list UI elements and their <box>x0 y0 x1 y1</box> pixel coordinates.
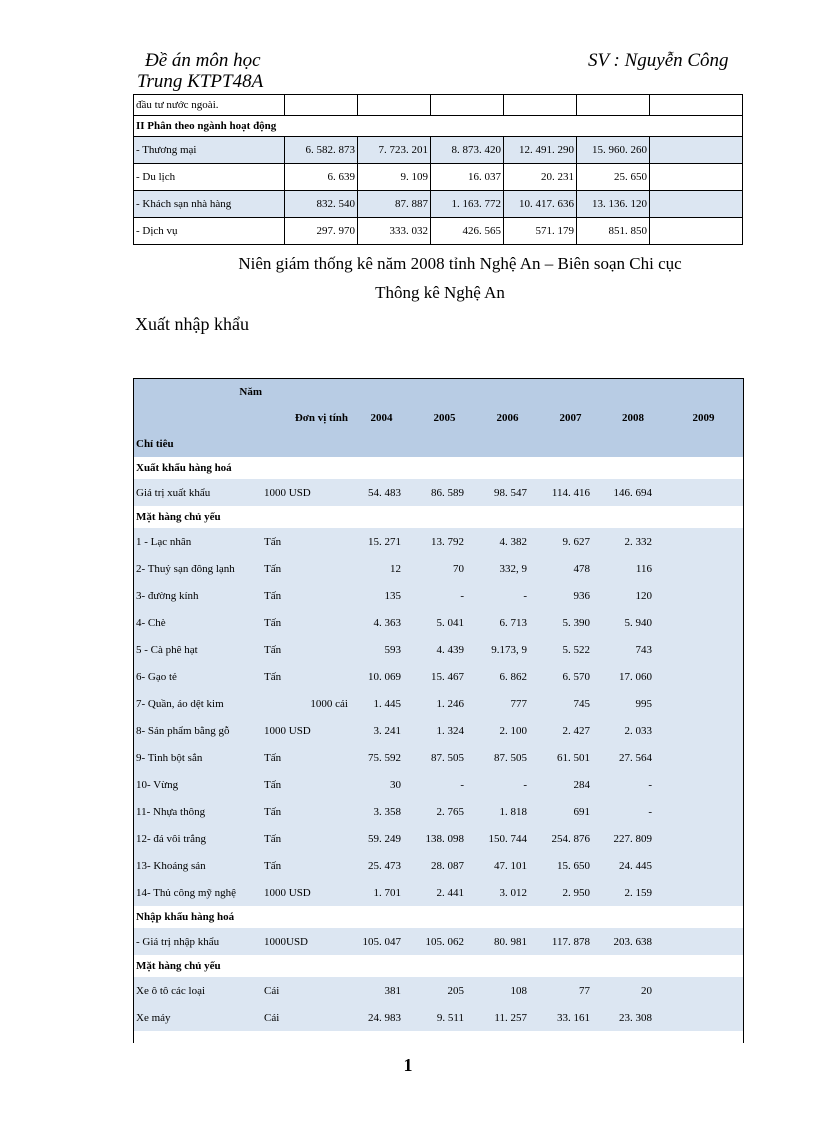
row-unit: Tấn <box>262 798 350 825</box>
row-label: 2- Thuỷ sạn đông lạnh <box>134 555 262 582</box>
table-row <box>134 95 743 116</box>
cell-value: 1. 246 <box>413 690 476 717</box>
section-row <box>134 955 743 977</box>
cell-value: 333. 032 <box>358 218 431 245</box>
row-unit: Tấn <box>262 582 350 609</box>
cell-value: 9. 109 <box>358 164 431 191</box>
table-row <box>134 825 743 852</box>
cell-value: 114. 416 <box>539 479 602 506</box>
cell-value: 108 <box>476 977 539 1004</box>
section-label: Nhập khẩu hàng hoá <box>134 906 743 928</box>
table-header-row-1 <box>134 379 743 405</box>
cell-value <box>664 690 743 717</box>
cell-value: 6. 582. 873 <box>285 137 358 164</box>
row-unit: 1000 USD <box>262 479 350 506</box>
section-label: Mặt hàng chủ yếu <box>134 955 743 977</box>
cell-value <box>664 798 743 825</box>
section-label: Xuất khẩu hàng hoá <box>134 457 743 479</box>
cell-value: 6. 713 <box>476 609 539 636</box>
cell-value: 995 <box>602 690 664 717</box>
cell-value: 11. 257 <box>476 1004 539 1031</box>
cell-value: 77 <box>539 977 602 1004</box>
cell-value: 227. 809 <box>602 825 664 852</box>
cell-value: 9.173, 9 <box>476 636 539 663</box>
cell-value: 105. 047 <box>350 928 413 955</box>
cell-value: 851. 850 <box>577 218 650 245</box>
table-row <box>134 191 743 218</box>
header-year: 2004 <box>350 405 413 431</box>
cell-value <box>664 555 743 582</box>
cell-value: 17. 060 <box>602 663 664 690</box>
cell-value: 1. 701 <box>350 879 413 906</box>
cell-value <box>664 879 743 906</box>
cell-value: 75. 592 <box>350 744 413 771</box>
cell-value: 15. 467 <box>413 663 476 690</box>
cell-value: 1. 163. 772 <box>431 191 504 218</box>
cell-value: 3. 241 <box>350 717 413 744</box>
cell-value <box>664 928 743 955</box>
cell-empty <box>650 137 743 164</box>
header-year: 2005 <box>413 405 476 431</box>
cell-value: 27. 564 <box>602 744 664 771</box>
table-header-row-2 <box>134 405 743 431</box>
row-unit: 1000 USD <box>262 717 350 744</box>
header-right: SV : Nguyễn Công <box>588 50 729 71</box>
cell-value: 138. 098 <box>413 825 476 852</box>
row-label: đầu tư nước ngoài. <box>134 95 285 116</box>
cell-value <box>664 582 743 609</box>
cell-value: 10. 417. 636 <box>504 191 577 218</box>
section-row <box>134 506 743 528</box>
main-table-frame <box>133 378 744 1043</box>
cell-value <box>664 609 743 636</box>
cell-value: 15. 960. 260 <box>577 137 650 164</box>
cell-value: 16. 037 <box>431 164 504 191</box>
cell-value: 15. 650 <box>539 852 602 879</box>
table-row <box>134 582 743 609</box>
cell-value: 61. 501 <box>539 744 602 771</box>
cell-value: 135 <box>350 582 413 609</box>
cell-value: 2. 332 <box>602 528 664 555</box>
row-label: - Khách sạn nhà hàng <box>134 191 285 218</box>
cell-value <box>664 717 743 744</box>
table-row <box>134 528 743 555</box>
cell-value: 332, 9 <box>476 555 539 582</box>
row-unit: Tấn <box>262 852 350 879</box>
cell-value: - <box>413 582 476 609</box>
top-table-body <box>134 95 743 245</box>
cell-value: 33. 161 <box>539 1004 602 1031</box>
cell-value: 80. 981 <box>476 928 539 955</box>
cell-value: 12 <box>350 555 413 582</box>
cell-value: 25. 473 <box>350 852 413 879</box>
section-row <box>134 906 743 928</box>
cell-empty <box>650 95 743 116</box>
row-unit: 1000USD <box>262 928 350 955</box>
table-row <box>134 555 743 582</box>
cell-value: - <box>476 582 539 609</box>
row-label: 4- Chè <box>134 609 262 636</box>
table-row <box>134 1004 743 1031</box>
row-label: - Dịch vụ <box>134 218 285 245</box>
cell-value: 28. 087 <box>413 852 476 879</box>
section-label: Mặt hàng chủ yếu <box>134 506 743 528</box>
cell-value: 6. 570 <box>539 663 602 690</box>
page-number: 1 <box>403 1055 413 1075</box>
cell-value: 426. 565 <box>431 218 504 245</box>
cell-value: 13. 792 <box>413 528 476 555</box>
cell-value <box>664 636 743 663</box>
cell-value: 20. 231 <box>504 164 577 191</box>
cell-value: 13. 136. 120 <box>577 191 650 218</box>
cell-value: 254. 876 <box>539 825 602 852</box>
cell-value: 105. 062 <box>413 928 476 955</box>
row-label: - Giá trị nhập khẩu <box>134 928 262 955</box>
main-table <box>134 379 743 1031</box>
cell-value <box>664 663 743 690</box>
cell-value: 691 <box>539 798 602 825</box>
row-label: - Du lịch <box>134 164 285 191</box>
cell-value: 571. 179 <box>504 218 577 245</box>
cell-value: 936 <box>539 582 602 609</box>
cell-value <box>664 852 743 879</box>
table-row <box>134 164 743 191</box>
cell-empty <box>650 164 743 191</box>
cell-value: 777 <box>476 690 539 717</box>
table-header-row-3 <box>134 431 743 457</box>
header-year: 2008 <box>602 405 664 431</box>
cell-value: 4. 439 <box>413 636 476 663</box>
cell-value: 593 <box>350 636 413 663</box>
cell-value: - <box>602 798 664 825</box>
cell-value: 297. 970 <box>285 218 358 245</box>
cell-value: 25. 650 <box>577 164 650 191</box>
cell-value: 87. 887 <box>358 191 431 218</box>
cell-value: 1. 324 <box>413 717 476 744</box>
header-left-line2: Trung KTPT48A <box>137 71 264 92</box>
row-label: 13- Khoáng sản <box>134 852 262 879</box>
section-row <box>134 457 743 479</box>
row-label: Giá trị xuất khẩu <box>134 479 262 506</box>
table-row <box>134 928 743 955</box>
table-row <box>134 717 743 744</box>
cell-value: 2. 441 <box>413 879 476 906</box>
cell-value: 23. 308 <box>602 1004 664 1031</box>
row-unit: Cái <box>262 977 350 1004</box>
cell-empty <box>650 191 743 218</box>
row-unit: Tấn <box>262 609 350 636</box>
cell-value: 9. 511 <box>413 1004 476 1031</box>
table-row <box>134 771 743 798</box>
source-caption-line1: Niên giám thống kê năm 2008 tỉnh Nghệ An – Biên soạn Chi cục <box>238 254 682 273</box>
cell-value: 47. 101 <box>476 852 539 879</box>
cell-value: 1. 445 <box>350 690 413 717</box>
cell-value: 203. 638 <box>602 928 664 955</box>
cell-value: 3. 012 <box>476 879 539 906</box>
row-label: 6- Gạo tẻ <box>134 663 262 690</box>
header-year: 2009 <box>664 405 743 431</box>
row-label: 12- đá vôi trắng <box>134 825 262 852</box>
cell-value: 116 <box>602 555 664 582</box>
row-label: 14- Thủ công mỹ nghệ <box>134 879 262 906</box>
table-row <box>134 137 743 164</box>
cell-value: 98. 547 <box>476 479 539 506</box>
cell-value: 24. 445 <box>602 852 664 879</box>
cell-value: 20 <box>602 977 664 1004</box>
row-label: - Thương mại <box>134 137 285 164</box>
cell-value: 2. 427 <box>539 717 602 744</box>
cell-value: 8. 873. 420 <box>431 137 504 164</box>
table-row <box>134 636 743 663</box>
table-row <box>134 977 743 1004</box>
cell-value: 9. 627 <box>539 528 602 555</box>
main-table-body <box>134 379 743 1031</box>
table-row <box>134 609 743 636</box>
cell-empty <box>650 218 743 245</box>
cell-value: - <box>476 771 539 798</box>
row-unit: 1000 cái <box>262 690 350 717</box>
cell-value: - <box>602 771 664 798</box>
table-row <box>134 879 743 906</box>
header-unit: Đơn vị tính <box>262 405 350 431</box>
row-unit: 1000 USD <box>262 879 350 906</box>
section-title: Xuất nhập khẩu <box>135 314 249 334</box>
section-label: II Phân theo ngành hoạt động <box>134 116 743 137</box>
cell-value: 30 <box>350 771 413 798</box>
table-row <box>134 116 743 137</box>
cell-value <box>577 95 650 116</box>
cell-value: 745 <box>539 690 602 717</box>
cell-value: 59. 249 <box>350 825 413 852</box>
header-year: 2006 <box>476 405 539 431</box>
cell-value: 5. 390 <box>539 609 602 636</box>
source-caption-line2: Thông kê Nghệ An <box>375 283 505 302</box>
cell-value <box>664 528 743 555</box>
cell-value: 70 <box>413 555 476 582</box>
cell-value: 5. 041 <box>413 609 476 636</box>
row-unit: Tấn <box>262 636 350 663</box>
cell-value <box>664 771 743 798</box>
row-label: 7- Quần, áo dệt kim <box>134 690 262 717</box>
row-unit: Cái <box>262 1004 350 1031</box>
cell-value <box>431 95 504 116</box>
cell-value: 15. 271 <box>350 528 413 555</box>
cell-value: 150. 744 <box>476 825 539 852</box>
header-nam: Năm <box>134 379 262 405</box>
cell-value: 743 <box>602 636 664 663</box>
table-row <box>134 744 743 771</box>
cell-value: 10. 069 <box>350 663 413 690</box>
cell-value: 146. 694 <box>602 479 664 506</box>
cell-value: 7. 723. 201 <box>358 137 431 164</box>
row-unit: Tấn <box>262 555 350 582</box>
cell-value: 24. 983 <box>350 1004 413 1031</box>
cell-value: 205 <box>413 977 476 1004</box>
row-label: Xe ô tô các loại <box>134 977 262 1004</box>
row-label: 5 - Cà phê hạt <box>134 636 262 663</box>
table-row <box>134 663 743 690</box>
row-label: Xe máy <box>134 1004 262 1031</box>
header-chitieu: Chỉ tiêu <box>134 431 262 457</box>
row-unit: Tấn <box>262 744 350 771</box>
row-label: 9- Tinh bột sắn <box>134 744 262 771</box>
cell-value: 478 <box>539 555 602 582</box>
table-row <box>134 690 743 717</box>
row-label: 8- Sản phẩm bằng gỗ <box>134 717 262 744</box>
cell-value: 2. 100 <box>476 717 539 744</box>
row-unit: Tấn <box>262 825 350 852</box>
cell-value: 86. 589 <box>413 479 476 506</box>
cell-value: 2. 765 <box>413 798 476 825</box>
cell-value: 284 <box>539 771 602 798</box>
cell-value <box>664 1004 743 1031</box>
table-row <box>134 852 743 879</box>
cell-value: 12. 491. 290 <box>504 137 577 164</box>
cell-value <box>664 977 743 1004</box>
row-label: 1 - Lạc nhân <box>134 528 262 555</box>
table-row <box>134 798 743 825</box>
cell-value: 87. 505 <box>476 744 539 771</box>
row-unit: Tấn <box>262 663 350 690</box>
cell-value: 4. 382 <box>476 528 539 555</box>
cell-value: 3. 358 <box>350 798 413 825</box>
cell-value <box>285 95 358 116</box>
cell-value: 6. 639 <box>285 164 358 191</box>
top-table <box>133 94 743 245</box>
cell-value <box>664 744 743 771</box>
cell-value: 1. 818 <box>476 798 539 825</box>
cell-value <box>358 95 431 116</box>
table-row <box>134 479 743 506</box>
header-year: 2007 <box>539 405 602 431</box>
header-left-line1: Đề án môn học <box>145 50 261 71</box>
row-label: 10- Vừng <box>134 771 262 798</box>
cell-value: 381 <box>350 977 413 1004</box>
cell-value: 4. 363 <box>350 609 413 636</box>
cell-value: 2. 950 <box>539 879 602 906</box>
cell-value: 54. 483 <box>350 479 413 506</box>
cell-value: - <box>413 771 476 798</box>
row-label: 3- đường kính <box>134 582 262 609</box>
row-unit: Tấn <box>262 528 350 555</box>
cell-value: 832. 540 <box>285 191 358 218</box>
cell-value: 2. 159 <box>602 879 664 906</box>
cell-value: 87. 505 <box>413 744 476 771</box>
cell-value: 6. 862 <box>476 663 539 690</box>
cell-value: 2. 033 <box>602 717 664 744</box>
cell-value: 5. 940 <box>602 609 664 636</box>
table-row <box>134 218 743 245</box>
cell-value <box>664 825 743 852</box>
row-label: 11- Nhựa thông <box>134 798 262 825</box>
cell-value: 120 <box>602 582 664 609</box>
cell-value: 5. 522 <box>539 636 602 663</box>
cell-value <box>504 95 577 116</box>
cell-value <box>664 479 743 506</box>
row-unit: Tấn <box>262 771 350 798</box>
cell-value: 117. 878 <box>539 928 602 955</box>
